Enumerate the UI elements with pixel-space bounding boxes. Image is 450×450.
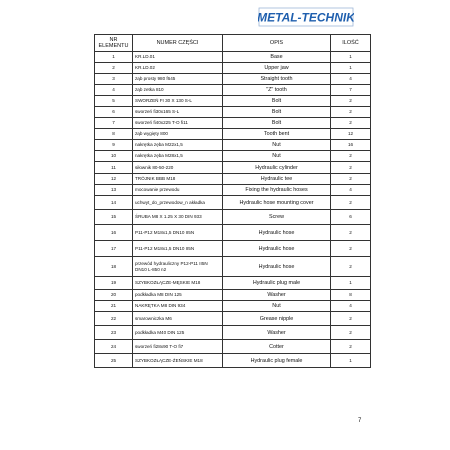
cell-nr: 2 [95,63,133,74]
table-row [95,162,371,174]
cell-nr: 3 [95,74,133,85]
cell-part-number: nakrętka zęba M28x1,5 [133,151,223,162]
table-row [95,326,371,340]
cell-description: Hydraulic plug male [223,277,331,290]
cell-quantity: 2 [331,241,371,257]
cell-part-number: ŚRUBA M8 X 1.25 X 30 DIN 933 [133,210,223,225]
cell-nr: 22 [95,312,133,326]
cell-description: Upper jaw [223,63,331,74]
cell-description: Hydraulic hose [223,225,331,241]
cell-part-number: P11-P12 M18x1,5 DN10 II5N [133,241,223,257]
cell-nr: 1 [95,52,133,63]
cell-nr: 17 [95,241,133,257]
cell-nr: 20 [95,290,133,301]
cell-quantity: 4 [331,301,371,312]
cell-description: Base [223,52,331,63]
cell-nr: 11 [95,162,133,174]
cell-quantity: 2 [331,107,371,118]
cell-description: Bolt [223,96,331,107]
table-row [95,185,371,196]
cell-quantity: 1 [331,354,371,368]
cell-description: Bolt [223,107,331,118]
cell-quantity: 2 [331,196,371,210]
table-row [95,140,371,151]
cell-nr: 6 [95,107,133,118]
cell-part-number: KR.LD.01 [133,52,223,63]
cell-quantity: 1 [331,52,371,63]
header-nr: NR ELEMENTU [95,35,133,52]
cell-quantity: 4 [331,74,371,85]
table-row [95,52,371,63]
cell-part-number: siłownik 80-50-220 [133,162,223,174]
cell-nr: 16 [95,225,133,241]
cell-description: Tooth bent [223,129,331,140]
table-header-row [95,35,371,52]
logo-graphic [258,6,354,28]
table-row [95,63,371,74]
cell-nr: 7 [95,118,133,129]
table-row [95,85,371,96]
table-row [95,96,371,107]
cell-nr: 21 [95,301,133,312]
cell-part-number: SWORZEŃ FI 30 X 130 S-L [133,96,223,107]
cell-quantity: 2 [331,118,371,129]
cell-description: Nut [223,140,331,151]
cell-quantity: 2 [331,174,371,185]
cell-part-number: SZYBKOZŁĄCZE-ŻEŃSKIE M18 [133,354,223,368]
table-row [95,174,371,185]
cell-part-number: podkładka M8 DIN 125 [133,290,223,301]
cell-nr: 14 [95,196,133,210]
table-row [95,196,371,210]
cell-nr: 4 [95,85,133,96]
cell-nr: 24 [95,340,133,354]
table-row [95,340,371,354]
cell-quantity: 2 [331,340,371,354]
cell-part-number: ząb prosty 980 f645 [133,74,223,85]
cell-description: Washer [223,290,331,301]
cell-description: Nut [223,151,331,162]
parts-table [94,34,371,368]
cell-part-number: podkładka M40 DIN 125 [133,326,223,340]
table-row [95,301,371,312]
cell-quantity: 2 [331,225,371,241]
table-row [95,354,371,368]
metal-technik-logo [258,6,354,28]
cell-part-number: KR.LD.02 [133,63,223,74]
table-row [95,118,371,129]
table-row [95,241,371,257]
cell-description: Grease nipple [223,312,331,326]
cell-part-number: NAKRĘTKA M8 DIN 934 [133,301,223,312]
header-part-number: NUMER CZĘŚCI [133,35,223,52]
cell-part-number: ząb zetka 810 [133,85,223,96]
page-number: 7 [358,418,362,424]
cell-description: Hydraulic hose [223,257,331,277]
cell-part-number: nakrętka zęba M22x1,5 [133,140,223,151]
cell-part-number: sworzeń fi30x165 S-L [133,107,223,118]
cell-quantity: 7 [331,85,371,96]
cell-description: "Z" tooth [223,85,331,96]
cell-description: Screw [223,210,331,225]
cell-part-number: TRÓJNIK BBB M18 [133,174,223,185]
table-row [95,129,371,140]
table-row [95,312,371,326]
cell-quantity: 8 [331,290,371,301]
cell-description: Cotter [223,340,331,354]
cell-quantity: 2 [331,326,371,340]
cell-part-number: smarowniczka M6 [133,312,223,326]
cell-part-number: ząb wygięty 800 [133,129,223,140]
cell-description: Hydraulic tee [223,174,331,185]
cell-description: Hydraulic hose mounting cover [223,196,331,210]
cell-description: Hydraulic plug female [223,354,331,368]
cell-quantity: 1 [331,63,371,74]
cell-nr: 10 [95,151,133,162]
cell-nr: 8 [95,129,133,140]
cell-description: Straight tooth [223,74,331,85]
cell-quantity: 2 [331,151,371,162]
cell-quantity: 4 [331,185,371,196]
cell-description: Hydraulic cylinder [223,162,331,174]
cell-part-number: przewód hydrauliczny P12-P11 II5N DN10 L-850 n2 [133,257,223,277]
cell-quantity: 2 [331,312,371,326]
table-row [95,151,371,162]
header-quantity: ILOŚĆ [331,35,371,52]
table-row [95,210,371,225]
cell-part-number: P11-P12 M18x1,5 DN10 II5N [133,225,223,241]
cell-description: Bolt [223,118,331,129]
table-row [95,290,371,301]
cell-nr: 13 [95,185,133,196]
cell-nr: 18 [95,257,133,277]
table-row [95,107,371,118]
header-description: OPIS [223,35,331,52]
cell-part-number: SZYBKOZŁĄCZE-MĘSKIE M18 [133,277,223,290]
cell-quantity: 1 [331,277,371,290]
cell-description: Washer [223,326,331,340]
cell-part-number: sworzeń fi28x90 T-O fi7 [133,340,223,354]
cell-quantity: 12 [331,129,371,140]
cell-nr: 19 [95,277,133,290]
logo-text: METAL-TECHNIK [258,10,354,25]
cell-nr: 25 [95,354,133,368]
cell-nr: 12 [95,174,133,185]
cell-description: Hydraulic hose [223,241,331,257]
table-row [95,277,371,290]
table-row [95,257,371,277]
cell-part-number: mocowanie przewodu [133,185,223,196]
cell-description: Nut [223,301,331,312]
cell-quantity: 2 [331,162,371,174]
cell-nr: 15 [95,210,133,225]
cell-quantity: 16 [331,140,371,151]
parts-table-body [95,52,371,368]
cell-quantity: 2 [331,257,371,277]
cell-nr: 5 [95,96,133,107]
cell-part-number: uchwyt_do_przewodow_n akładka [133,196,223,210]
table-row [95,225,371,241]
cell-description: Fixing the hydraulic hoses [223,185,331,196]
cell-quantity: 2 [331,96,371,107]
cell-nr: 23 [95,326,133,340]
table-row [95,74,371,85]
cell-nr: 9 [95,140,133,151]
cell-quantity: 6 [331,210,371,225]
cell-part-number: sworzeń fi40x225 T-O fi11 [133,118,223,129]
